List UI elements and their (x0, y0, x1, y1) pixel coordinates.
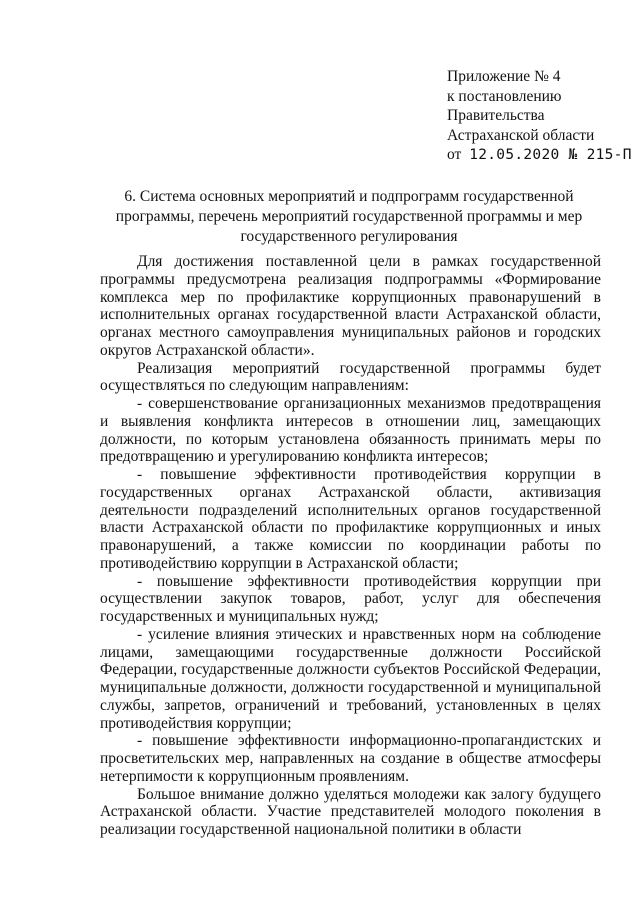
section-heading (100, 187, 598, 247)
date-line (447, 145, 632, 166)
date-prefix: от (447, 146, 462, 164)
government-label: Правительства (447, 107, 545, 125)
paragraph-directions-intro: Реализация мероприятий государственной программы будет осуществляться по следующим направлениям: (100, 359, 601, 395)
heading-line: государственного регулирования (240, 228, 458, 245)
heading-line: программы, перечень мероприятий государственной программы и мер (115, 208, 583, 225)
paragraph-goal: Для достижения поставленной цели в рамках государственной программы предусмотрена реализация подпрограммы «Формирование комплекса мер по профилактике коррупционных правонарушений в исполнительных органах государственной власти Астраханской области, органах местного самоуправления муниципальных районов и городских округов Астраханской области». (100, 253, 601, 359)
paragraph-youth: Большое внимание должно уделяться молодежи как залогу будущего Астраханской области. Участие представителей молодого поколения в реализации государственной национальной политики в области (100, 785, 601, 838)
region-label: Астраханской области (447, 126, 595, 144)
list-item-state-bodies: - повышение эффективности противодействия коррупции в государственных органах Астраханской области, активизация деятельности подразделений исполнительных органов государственной власти Астраханской области по профилактике коррупционных и иных правонарушений, а также комиссии по координации работы по противодействию коррупции в Астраханской области; (100, 466, 601, 572)
resolution-reference: к постановлению (447, 87, 562, 105)
heading-line: 6. Система основных мероприятий и подпрограмм государственной (124, 188, 574, 205)
appendix-number: Приложение № 4 (447, 68, 561, 85)
list-item-ethical-norms: - усиление влияния этических и нравственных норм на соблюдение лицами, замещающими государственные должности Российской Федерации, государственные должности субъектов Российской Федерации, муниципальные должности, должности государственной и муниципальной службы, запретов, ограничений и требований, установленных в целях противодействия коррупции; (100, 625, 601, 732)
list-item-procurement: - повышение эффективности противодействия коррупции при осуществлении закупок товаров, работ, услуг для обеспечения государственных и муниципальных нужд; (100, 572, 601, 625)
list-item-conflict-of-interest: - совершенствование организационных механизмов предотвращения и выявления конфликта интересов в отношении лиц, замещающих должности, по которым установлена обязанность принимать меры по предотвращению и урегулированию конфликта интересов; (100, 395, 601, 466)
approval-block (447, 67, 632, 166)
list-item-information-measures: - повышение эффективности информационно-пропагандистских и просветительских мер, направленных на создание в обществе атмосферы нетерпимости к коррупционным проявлениям. (100, 732, 601, 785)
date-stamp: 12.05.2020 № 215-П (469, 147, 632, 164)
document-body (100, 253, 601, 839)
